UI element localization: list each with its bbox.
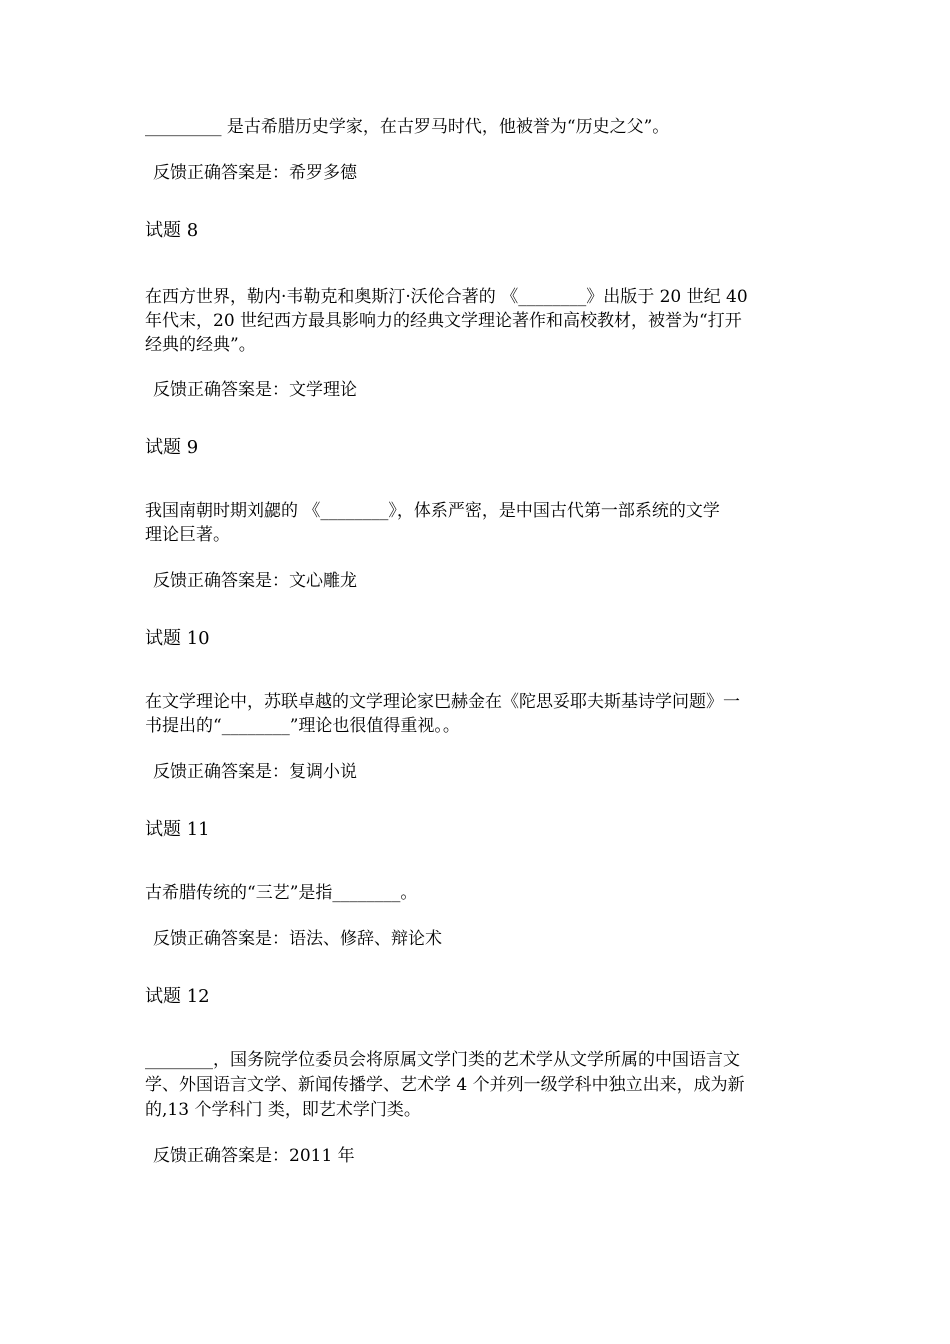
question-12-answer: 反馈正确答案是：2011 年	[153, 1146, 355, 1166]
question-9-title: 试题 9	[145, 437, 199, 458]
question-12-line-1: ________，国务院学位委员会将原属文学门类的艺术学从文学所属的中国语言文	[145, 1050, 740, 1070]
question-7-text: _________ 是古希腊历史学家，在古罗马时代，他被誉为“历史之父”。	[145, 117, 670, 137]
question-8-answer: 反馈正确答案是：文学理论	[153, 380, 357, 400]
question-8-line-3: 经典的经典”。	[145, 335, 256, 355]
question-10-title: 试题 10	[145, 628, 210, 649]
question-9-answer: 反馈正确答案是：文心雕龙	[153, 571, 357, 591]
question-11-line-1: 古希腊传统的“三艺”是指________。	[145, 883, 418, 903]
question-11-answer: 反馈正确答案是：语法、修辞、辩论术	[153, 929, 442, 949]
question-8-title: 试题 8	[145, 220, 199, 241]
question-7-answer: 反馈正确答案是：希罗多德	[153, 163, 357, 183]
question-10-line-2: 书提出的“________”理论也很值得重视。。	[145, 716, 460, 736]
question-12-line-2: 学、外国语言文学、新闻传播学、艺术学 4 个并列一级学科中独立出来，成为新	[145, 1075, 745, 1095]
question-12-title: 试题 12	[145, 986, 210, 1007]
question-8-line-2: 年代末，20 世纪西方最具影响力的经典文学理论著作和高校教材，被誉为“打开	[145, 311, 742, 331]
question-9-line-1: 我国南朝时期刘勰的 《________》，体系严密，是中国古代第一部系统的文学	[145, 501, 720, 521]
question-12-line-3: 的,13 个学科门 类，即艺术学门类。	[145, 1100, 421, 1120]
question-9-line-2: 理论巨著。	[145, 525, 230, 545]
question-11-title: 试题 11	[145, 819, 210, 840]
question-8-line-1: 在西方世界，勒内·韦勒克和奥斯汀·沃伦合著的 《________》出版于 20 世纪 40	[145, 287, 748, 307]
question-10-answer: 反馈正确答案是：复调小说	[153, 762, 357, 782]
question-10-line-1: 在文学理论中，苏联卓越的文学理论家巴赫金在《陀思妥耶夫斯基诗学问题》一	[145, 692, 740, 712]
